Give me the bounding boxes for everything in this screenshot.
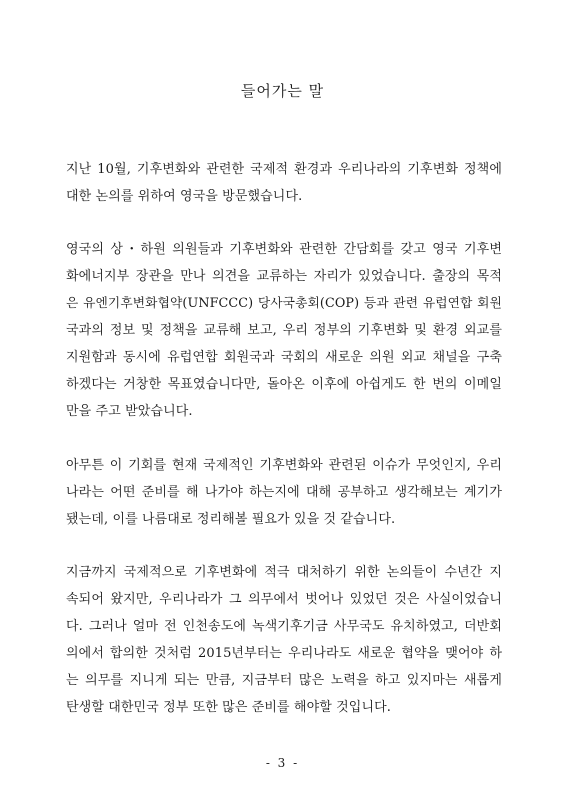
paragraph-3 (66, 452, 502, 533)
paragraph-line: 는 의무를 지니게 되는 만큼, 지금부터 많은 노력을 하고 있지마는 새롭게 (66, 673, 502, 688)
paragraph-line: 화에너지부 장관을 만나 의견을 교류하는 자리가 있었습니다. 출장의 목적 (66, 269, 502, 284)
paragraph-2 (66, 236, 502, 425)
paragraph-line: 의에서 합의한 것처럼 2015년부터는 우리나라도 새로운 협약을 맺어야 하 (66, 646, 502, 661)
paragraph-line: 나라는 어떤 준비를 해 나가야 하는지에 대해 공부하고 생각해보는 계기가 (66, 485, 502, 500)
paragraph-line: 됐는데, 이를 나름대로 정리해볼 필요가 있을 것 같습니다. (66, 512, 396, 527)
paragraph-4 (66, 559, 502, 721)
paragraph-line: 국과의 정보 및 정책을 교류해 보고, 우리 정부의 기후변화 및 환경 외교를 (66, 323, 502, 338)
paragraph-line: 지원함과 동시에 유럽연합 회원국과 국회의 새로운 의원 외교 채널을 구축 (66, 350, 502, 365)
paragraph-line: 속되어 왔지만, 우리나라가 그 의무에서 벗어나 있었던 것은 사실이었습니 (66, 592, 502, 607)
paragraph-line: 다. 그러나 얼마 전 인천송도에 녹색기후기금 사무국도 유치하였고, 더반회 (66, 619, 502, 634)
paragraph-line: 지금까지 국제적으로 기후변화에 적극 대처하기 위한 논의들이 수년간 지 (66, 565, 502, 580)
page-number: - 3 - (265, 756, 300, 770)
paragraph-line: 하겠다는 거창한 목표였습니다만, 돌아온 이후에 아쉽게도 한 번의 이메일 (66, 377, 502, 392)
paragraph-line: 지난 10월, 기후변화와 관련한 국제적 환경과 우리나라의 기후변화 정책에 (66, 162, 502, 177)
paragraph-line: 탄생할 대한민국 정부 또한 많은 준비를 해야할 것입니다. (66, 700, 391, 715)
paragraph-line: 아무튼 이 기회를 현재 국제적인 기후변화와 관련된 이슈가 무엇인지, 우리 (66, 458, 502, 473)
paragraph-line: 만을 주고 받았습니다. (66, 404, 193, 419)
paragraph-line: 대한 논의를 위하여 영국을 방문했습니다. (66, 189, 303, 204)
page-title: 들어가는 말 (240, 82, 325, 100)
paragraph-line: 영국의 상・하원 의원들과 기후변화와 관련한 간담회를 갖고 영국 기후변 (66, 242, 502, 257)
paragraph-line: 은 유엔기후변화협약(UNFCCC) 당사국총회(COP) 등과 관련 유럽연합 회원 (66, 296, 502, 311)
paragraph-1 (66, 156, 502, 210)
